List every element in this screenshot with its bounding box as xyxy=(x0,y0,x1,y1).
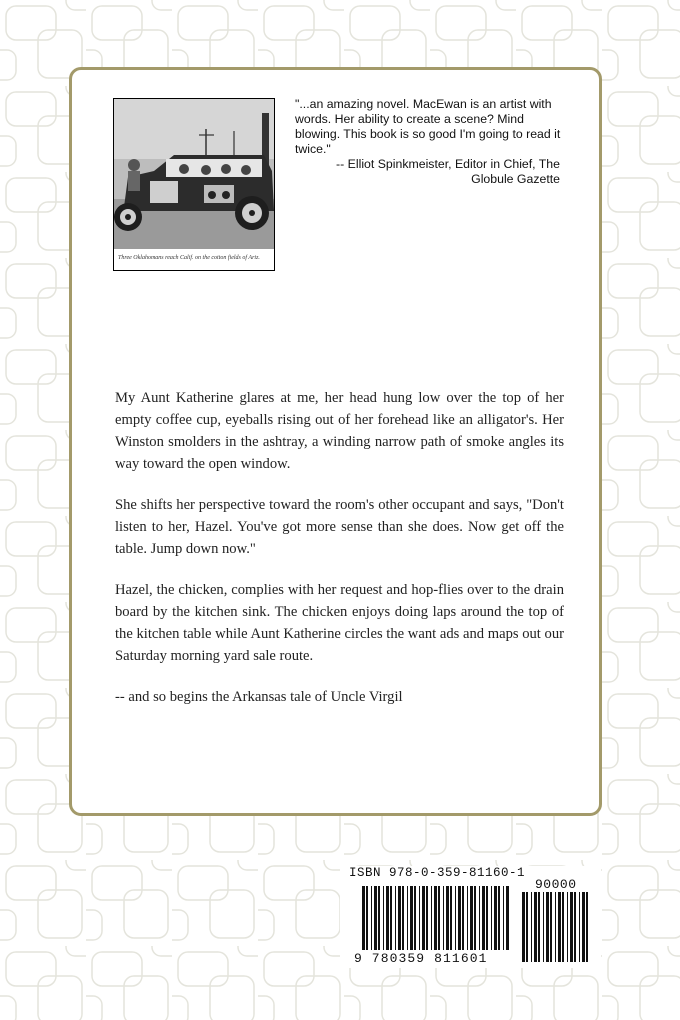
barcode-bar xyxy=(443,886,444,950)
barcode-bar xyxy=(562,892,564,962)
barcode-bar xyxy=(582,892,585,962)
barcode-bar xyxy=(410,886,413,950)
barcode-bar xyxy=(366,886,368,950)
barcode-bar xyxy=(467,886,468,950)
barcode-bar xyxy=(538,892,540,962)
barcode-bar xyxy=(534,892,537,962)
barcode-bar xyxy=(546,892,549,962)
barcode-bar xyxy=(506,886,509,950)
barcode-bar xyxy=(574,892,576,962)
barcode-bar xyxy=(498,886,500,950)
barcode-bar xyxy=(558,892,561,962)
barcode-bar xyxy=(383,886,384,950)
barcode-bar xyxy=(390,886,392,950)
barcode-bar xyxy=(522,892,525,962)
barcode-bar xyxy=(438,886,440,950)
barcode-bar xyxy=(543,892,544,962)
barcode-bar xyxy=(402,886,404,950)
barcode-bar xyxy=(567,892,568,962)
review-quote xyxy=(295,97,570,187)
barcode-bar xyxy=(455,886,456,950)
barcode-bar xyxy=(462,886,464,950)
price-code: 90000 xyxy=(535,877,577,892)
barcode-bar xyxy=(474,886,476,950)
barcode-bar xyxy=(486,886,488,950)
barcode-bar xyxy=(422,886,425,950)
barcode-bar xyxy=(419,886,420,950)
barcode-bar xyxy=(494,886,497,950)
barcode-bar xyxy=(555,892,556,962)
barcode-bar xyxy=(434,886,437,950)
excerpt-paragraph: My Aunt Katherine glares at me, her head hung low over the top of her empty coffee cup, eyeballs rising out of her forehead like an alligator's. Her Winston smolders in the ashtray, a winding narrow path of smoke angles its way toward the open window. xyxy=(115,390,564,472)
barcode-bar xyxy=(407,886,408,950)
barcode-bar xyxy=(362,886,365,950)
barcode-bar xyxy=(531,892,532,962)
barcode-bar xyxy=(470,886,473,950)
barcode-bar xyxy=(579,892,580,962)
photo-caption: Three Oklahomans reach Calif. on the cotton fields of Ariz. xyxy=(118,255,260,261)
barcode-bar xyxy=(398,886,401,950)
barcode-bar xyxy=(386,886,389,950)
barcode-bar xyxy=(458,886,461,950)
barcode-bar xyxy=(550,892,552,962)
barcode-bar xyxy=(503,886,504,950)
barcode-bar xyxy=(446,886,449,950)
vintage-car-photo xyxy=(114,99,274,270)
barcode-bar xyxy=(479,886,480,950)
barcode-bar xyxy=(570,892,573,962)
barcode-bar xyxy=(482,886,485,950)
barcode-bar xyxy=(414,886,416,950)
barcode-bar xyxy=(586,892,588,962)
barcode-bar xyxy=(374,886,377,950)
isbn-label: ISBN 978-0-359-81160-1 xyxy=(349,866,526,880)
book-excerpt xyxy=(115,387,564,727)
excerpt-paragraph: She shifts her perspective toward the room's other occupant and says, "Don't listen to her, Hazel. You've got more sense than she does. Now get off the table. Jump down now." xyxy=(115,497,564,557)
barcode-bar xyxy=(371,886,372,950)
barcode-digits: 9 780359 811601 xyxy=(354,951,488,966)
excerpt-closing-line: -- and so begins the Arkansas tale of Uncle Virgil xyxy=(115,689,403,705)
barcode-bar xyxy=(426,886,428,950)
quote-text: "...an amazing novel. MacEwan is an artist with words. Her ability to create a scene? Mind blowing. This book is so good I'm going to read it twice." xyxy=(295,97,561,156)
barcode-bar xyxy=(431,886,432,950)
barcode-bar xyxy=(378,886,380,950)
barcode-bar xyxy=(526,892,528,962)
quote-attribution: -- Elliot Spinkmeister, Editor in Chief, The Globule Gazette xyxy=(336,157,560,186)
barcode-bar xyxy=(491,886,492,950)
barcode-bar xyxy=(450,886,452,950)
excerpt-paragraph: Hazel, the chicken, complies with her request and hop-flies over to the drain board by the kitchen sink. The chicken enjoys doing laps around the top of the kitchen table while Aunt Katherine circles the want ads and maps out our Saturday morning yard sale route. xyxy=(115,582,564,664)
barcode-bar xyxy=(395,886,396,950)
